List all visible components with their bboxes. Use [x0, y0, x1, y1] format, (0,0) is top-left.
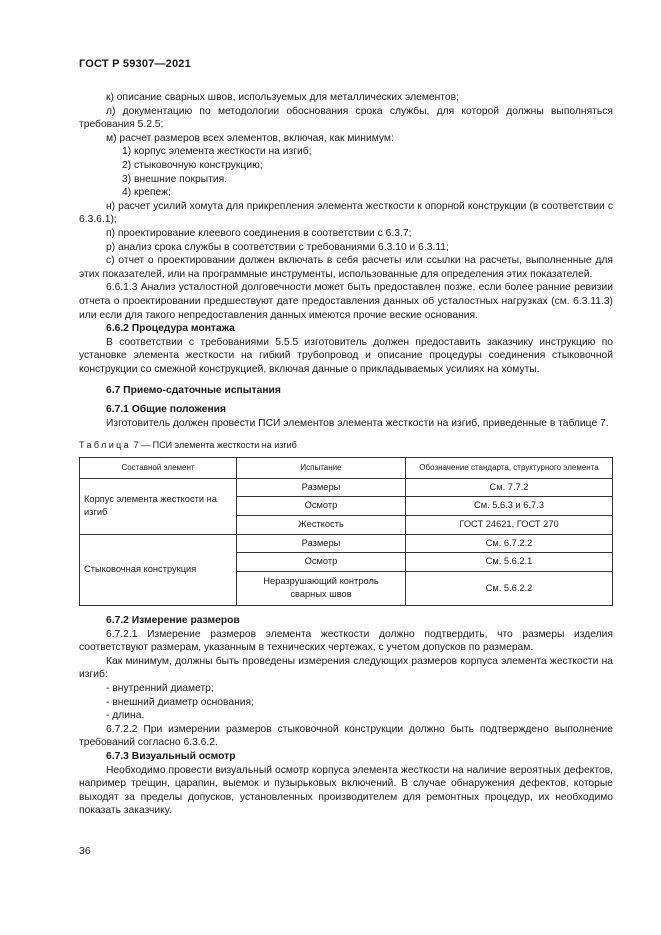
- paragraph-6-6-1-3: 6.6.1.3 Анализ усталостной долговечности может быть предоставлен позже, если более ранние ревизии отчета о проектировании предшествуют дате предоставления данных об усталостных нагрузках (см. 6.3.11.3) или если для такого непредоставления данных имеются прочие веские основания.: [79, 282, 613, 321]
- table-7: [79, 457, 613, 606]
- list-item: - внутренний диаметр;: [106, 682, 214, 694]
- list-item: н) расчет усилий хомута для прикрепления элемента жесткости к опорной конструкции (в соответствии с 6.3.6.1);: [79, 200, 613, 226]
- list-item: - внешний диаметр основания;: [106, 696, 254, 708]
- paragraph-min-dimensions: Как минимум, должны быть проведены измерения следующих размеров корпуса элемента жесткости на изгиб:: [79, 655, 613, 681]
- table-group-cell: Стыковочная конструкция: [80, 534, 237, 605]
- sub-list-item: 1) корпус элемента жесткости на изгиб;: [122, 146, 312, 158]
- table-cell: ГОСТ 24621, ГОСТ 270: [406, 516, 613, 535]
- column-header: Составной элемент: [80, 457, 237, 478]
- heading-6-7: 6.7 Приемо-сдаточные испытания: [106, 385, 281, 397]
- document-header: ГОСТ Р 59307—2021: [79, 58, 191, 70]
- table-cell: Размеры: [237, 478, 406, 497]
- page-body: [79, 91, 613, 818]
- paragraph-6-7-3: Необходимо провести визуальный осмотр корпуса элемента жесткости на наличие вероятных дефектов, например трещин, царапин, выемок и пузырьковых включений. В случае обнаружения дефектов, которые выходят за пределы допусков, установленных производителем для ремонтных процедур, их необходимо показать заказчику.: [79, 764, 613, 817]
- list-item: р) анализ срока службы в соответствии с требованиями 6.3.10 и 6.3.11;: [106, 241, 449, 253]
- table-cell: См. 5.6.2.2: [406, 571, 613, 605]
- list-item: м) расчет размеров всех элементов, включая, как минимум:: [106, 132, 394, 144]
- column-header: Обозначение стандарта, структурного элемента: [406, 457, 613, 478]
- sub-list-item: 3) внешние покрытия.: [122, 173, 228, 185]
- list-item: к) описание сварных швов, используемых для металлических элементов;: [106, 92, 459, 103]
- table-cell: Осмотр: [237, 497, 406, 516]
- table-cell: Осмотр: [237, 553, 406, 572]
- heading-6-7-3: 6.7.3 Визуальный осмотр: [106, 750, 236, 762]
- sub-list-item: 4) крепеж;: [122, 187, 171, 199]
- table-cell: См. 7.7.2: [406, 478, 613, 497]
- heading-6-6-2: 6.6.2 Процедура монтажа: [106, 323, 235, 335]
- page-number: 36: [79, 845, 91, 857]
- paragraph-6-6-2: В соответствии с требованиями 5.5.5 изготовитель должен предоставить заказчику инструкцию по установке элемента жесткости на гибкий трубопровод и описание процедуры соединения стыковочной конструкции со смежной конструкцией, включая данные о прикладываемых усилиях на хомуты.: [79, 336, 613, 375]
- table-cell: См. 5.6.2.1: [406, 553, 613, 572]
- paragraph-6-7-1: Изготовитель должен провести ПСИ элементов элемента жесткости на изгиб, приведенные в таблице 7.: [106, 417, 609, 429]
- table-caption: Таблица 7 — ПСИ элемента жесткости на изгиб: [79, 440, 297, 451]
- list-item: - длина.: [106, 710, 145, 722]
- sub-list-item: 2) стыковочную конструкцию;: [122, 159, 263, 171]
- list-item: л) документацию по методологии обоснования срока службы, для которой должны выполняться требования 5.2.5;: [79, 105, 613, 131]
- heading-6-7-2: 6.7.2 Измерение размеров: [106, 615, 240, 626]
- list-item: п) проектирование клеевого соединения в соответствии с 6.3.7;: [106, 227, 412, 239]
- list-item: с) отчет о проектировании должен включать в себя расчеты или ссылки на расчеты, выполненные для этих показателей, или на программные инструменты, использованные для определения этих показателей.: [79, 255, 613, 280]
- paragraph-6-7-2-2: 6.7.2.2 При измерении размеров стыковочной конструкции должно быть подтверждено выполнение требований согласно 6.3.6.2.: [79, 723, 613, 749]
- table-group-cell: Корпус элемента жесткости на изгиб: [80, 478, 237, 534]
- table-cell: Жесткость: [237, 516, 406, 535]
- heading-6-7-1: 6.7.1 Общие положения: [106, 404, 226, 416]
- table-cell: См. 6.7.2.2: [406, 534, 613, 553]
- table-cell: Неразрушающий контроль сварных швов: [237, 571, 406, 605]
- paragraph-6-7-2-1: 6.7.2.1 Измерение размеров элемента жесткости должно подтвердить, что размеры изделия соответствуют размерам, указанным в технических чертежах, с учетом допусков по размерам.: [79, 628, 613, 654]
- table-cell: Размеры: [237, 534, 406, 553]
- table-cell: См. 5.6.3 и 6.7.3: [406, 497, 613, 516]
- column-header: Испытание: [237, 457, 406, 478]
